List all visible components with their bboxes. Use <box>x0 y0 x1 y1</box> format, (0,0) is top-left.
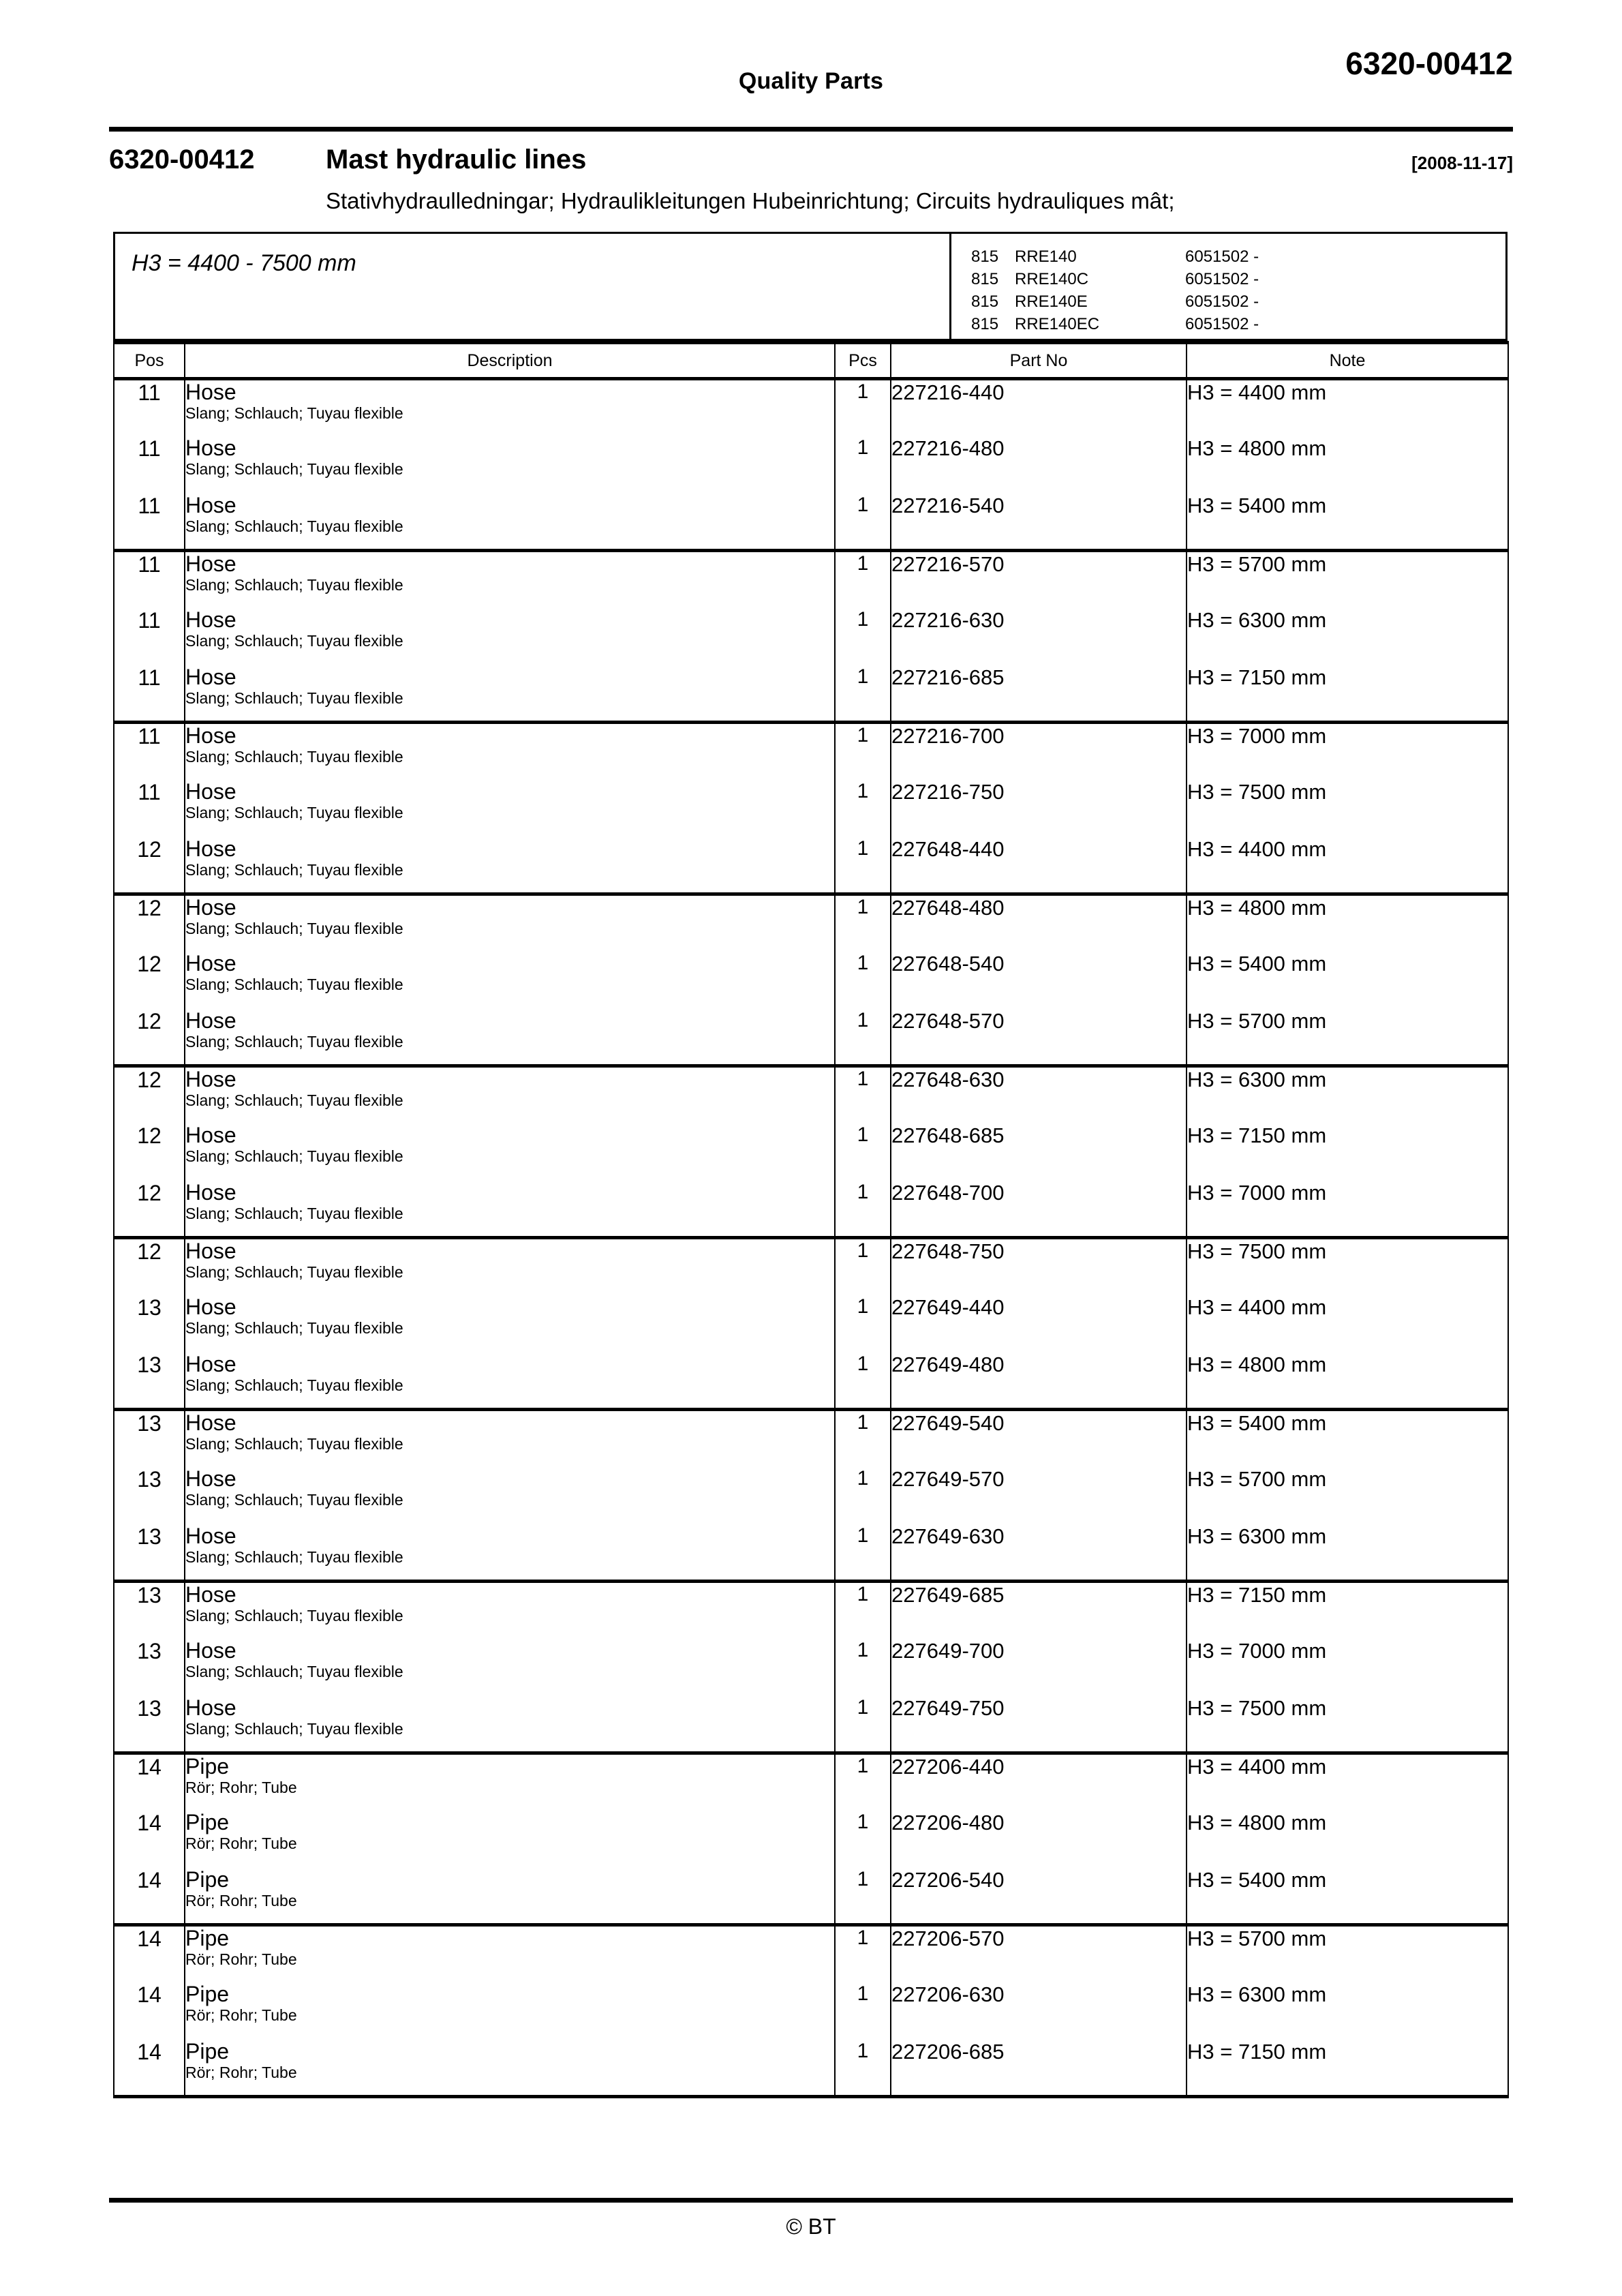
table-row[interactable] <box>114 1238 1508 1295</box>
cell-pos: 11 <box>114 780 185 837</box>
description-name: Hose <box>185 1410 236 1435</box>
cell-pcs: 1 <box>835 1066 891 1123</box>
description-name: Pipe <box>185 1926 230 1950</box>
description-translations: Slang; Schlauch; Tuyau flexible <box>185 920 403 937</box>
description-name: Hose <box>185 1695 236 1720</box>
cell-description <box>185 952 835 1009</box>
cell-pcs: 1 <box>835 1811 891 1868</box>
cell-note: H3 = 7000 mm <box>1187 1639 1508 1696</box>
cell-part-no[interactable]: 227216-480 <box>891 436 1187 494</box>
description-translations: Rör; Rohr; Tube <box>185 2006 297 2024</box>
cell-part-no[interactable]: 227216-630 <box>891 608 1187 665</box>
page-title: Mast hydraulic lines <box>326 145 587 175</box>
cell-description <box>185 1181 835 1238</box>
cell-description <box>185 1753 835 1811</box>
model-applicability-row <box>971 290 1259 313</box>
description-translations: Slang; Schlauch; Tuyau flexible <box>185 576 403 594</box>
table-row[interactable] <box>114 1353 1508 1410</box>
cell-pcs: 1 <box>835 2040 891 2097</box>
cell-part-no[interactable]: 227206-685 <box>891 2040 1187 2097</box>
description-name: Hose <box>185 836 236 861</box>
cell-pos: 11 <box>114 379 185 436</box>
cell-pcs: 1 <box>835 1181 891 1238</box>
model-name: RRE140EC <box>1015 315 1100 333</box>
table-row[interactable] <box>114 379 1508 436</box>
table-row[interactable] <box>114 894 1508 952</box>
parts-table-header <box>114 343 1508 379</box>
description-name: Hose <box>185 607 236 632</box>
model-serial-range: 6051502 - <box>1185 247 1259 266</box>
table-row[interactable] <box>114 1696 1508 1753</box>
cell-description <box>185 1524 835 1582</box>
cell-note: H3 = 4800 mm <box>1187 436 1508 494</box>
cell-part-no[interactable]: 227649-685 <box>891 1582 1187 1639</box>
model-applicability-list <box>971 245 1259 335</box>
cell-pcs: 1 <box>835 894 891 952</box>
description-name: Hose <box>185 1295 236 1319</box>
cell-note: H3 = 6300 mm <box>1187 608 1508 665</box>
table-header-row <box>114 343 1508 379</box>
cell-pos: 11 <box>114 723 185 780</box>
cell-part-no[interactable]: 227206-540 <box>891 1868 1187 1925</box>
cell-note: H3 = 7000 mm <box>1187 723 1508 780</box>
table-row[interactable] <box>114 1639 1508 1696</box>
description-translations: Slang; Schlauch; Tuyau flexible <box>185 1491 403 1509</box>
table-row[interactable] <box>114 436 1508 494</box>
description-translations: Rör; Rohr; Tube <box>185 2064 297 2081</box>
cell-note: H3 = 7000 mm <box>1187 1181 1508 1238</box>
table-row[interactable] <box>114 1925 1508 1982</box>
description-translations: Slang; Schlauch; Tuyau flexible <box>185 404 403 422</box>
cell-description <box>185 1639 835 1696</box>
cell-pcs: 1 <box>835 379 891 436</box>
cell-part-no[interactable]: 227216-570 <box>891 551 1187 608</box>
footer-divider-rule <box>109 2198 1513 2203</box>
cell-pcs: 1 <box>835 608 891 665</box>
cell-note: H3 = 7500 mm <box>1187 1696 1508 1753</box>
cell-pos: 12 <box>114 1181 185 1238</box>
cell-pcs: 1 <box>835 1410 891 1467</box>
cell-part-no[interactable]: 227216-540 <box>891 494 1187 551</box>
cell-pos: 13 <box>114 1696 185 1753</box>
cell-pcs: 1 <box>835 494 891 551</box>
description-name: Hose <box>185 723 236 748</box>
description-name: Pipe <box>185 2039 230 2064</box>
description-translations: Rör; Rohr; Tube <box>185 1779 297 1796</box>
description-name: Hose <box>185 665 236 689</box>
cell-note: H3 = 6300 mm <box>1187 1066 1508 1123</box>
cell-pos: 11 <box>114 494 185 551</box>
cell-note: H3 = 5700 mm <box>1187 1925 1508 1982</box>
cell-pos: 12 <box>114 1066 185 1123</box>
column-header-note: Note <box>1187 343 1508 379</box>
description-translations: Rör; Rohr; Tube <box>185 1892 297 1909</box>
description-translations: Rör; Rohr; Tube <box>185 1950 297 1968</box>
cell-note: H3 = 4800 mm <box>1187 1353 1508 1410</box>
cell-part-no[interactable]: 227649-440 <box>891 1295 1187 1353</box>
description-name: Hose <box>185 493 236 517</box>
description-translations: Slang; Schlauch; Tuyau flexible <box>185 1720 403 1738</box>
table-row[interactable] <box>114 1982 1508 2040</box>
description-name: Hose <box>185 1582 236 1607</box>
cell-note: H3 = 4400 mm <box>1187 1295 1508 1353</box>
cell-pos: 11 <box>114 665 185 723</box>
description-translations: Slang; Schlauch; Tuyau flexible <box>185 1607 403 1625</box>
cell-note: H3 = 5400 mm <box>1187 494 1508 551</box>
table-row[interactable] <box>114 723 1508 780</box>
cell-description <box>185 1696 835 1753</box>
description-translations: Rör; Rohr; Tube <box>185 1834 297 1852</box>
cell-pos: 12 <box>114 1009 185 1066</box>
description-name: Hose <box>185 1180 236 1205</box>
model-name: RRE140C <box>1015 270 1089 288</box>
cell-pos: 14 <box>114 1868 185 1925</box>
description-name: Hose <box>185 1352 236 1376</box>
model-code: 815 <box>971 315 999 333</box>
description-translations: Slang; Schlauch; Tuyau flexible <box>185 517 403 535</box>
cell-pcs: 1 <box>835 1982 891 2040</box>
cell-part-no[interactable]: 227216-685 <box>891 665 1187 723</box>
column-header-description: Description <box>185 343 835 379</box>
running-header <box>109 46 1513 109</box>
cell-pos: 13 <box>114 1524 185 1582</box>
table-row[interactable] <box>114 2040 1508 2097</box>
cell-note: H3 = 7150 mm <box>1187 1582 1508 1639</box>
cell-pos: 12 <box>114 1123 185 1181</box>
cell-description <box>185 551 835 608</box>
column-header-part-no: Part No <box>891 343 1187 379</box>
table-row[interactable] <box>114 494 1508 551</box>
cell-part-no[interactable]: 227649-540 <box>891 1410 1187 1467</box>
description-translations: Slang; Schlauch; Tuyau flexible <box>185 689 403 707</box>
cell-note: H3 = 5400 mm <box>1187 1868 1508 1925</box>
model-name: RRE140E <box>1015 292 1088 311</box>
model-name: RRE140 <box>1015 247 1077 266</box>
cell-pos: 11 <box>114 436 185 494</box>
cell-note: H3 = 6300 mm <box>1187 1524 1508 1582</box>
cell-pos: 14 <box>114 1925 185 1982</box>
description-name: Hose <box>185 552 236 576</box>
description-name: Hose <box>185 1638 236 1663</box>
cell-pos: 12 <box>114 1238 185 1295</box>
description-name: Hose <box>185 779 236 804</box>
description-name: Hose <box>185 436 236 460</box>
cell-description <box>185 1410 835 1467</box>
table-row[interactable] <box>114 1582 1508 1639</box>
table-row[interactable] <box>114 551 1508 608</box>
table-row[interactable] <box>114 1811 1508 1868</box>
cell-pcs: 1 <box>835 1123 891 1181</box>
cell-pos: 14 <box>114 1753 185 1811</box>
table-row[interactable] <box>114 780 1508 837</box>
description-translations: Slang; Schlauch; Tuyau flexible <box>185 1319 403 1337</box>
cell-pcs: 1 <box>835 1353 891 1410</box>
cell-note: H3 = 4400 mm <box>1187 379 1508 436</box>
cell-note: H3 = 7150 mm <box>1187 2040 1508 2097</box>
cell-description <box>185 608 835 665</box>
description-translations: Slang; Schlauch; Tuyau flexible <box>185 861 403 879</box>
page-subtitle-translations: Stativhydraulledningar; Hydraulikleitungen Hubeinrichtung; Circuits hydrauliques mât; <box>326 188 1175 213</box>
table-row[interactable] <box>114 837 1508 894</box>
model-serial-range: 6051502 - <box>1185 270 1259 288</box>
description-name: Hose <box>185 1008 236 1033</box>
cell-pcs: 1 <box>835 952 891 1009</box>
cell-note: H3 = 5700 mm <box>1187 551 1508 608</box>
running-header-doc-number: 6320-00412 <box>1345 46 1513 81</box>
description-name: Hose <box>185 951 236 976</box>
cell-part-no[interactable]: 227649-700 <box>891 1639 1187 1696</box>
cell-pcs: 1 <box>835 837 891 894</box>
cell-pcs: 1 <box>835 1009 891 1066</box>
cell-part-no[interactable]: 227648-440 <box>891 837 1187 894</box>
cell-part-no[interactable]: 227206-480 <box>891 1811 1187 1868</box>
cell-pos: 13 <box>114 1639 185 1696</box>
description-translations: Slang; Schlauch; Tuyau flexible <box>185 748 403 766</box>
cell-pcs: 1 <box>835 1238 891 1295</box>
cell-pcs: 1 <box>835 1639 891 1696</box>
cell-pos: 13 <box>114 1467 185 1524</box>
description-name: Pipe <box>185 1867 230 1892</box>
description-name: Hose <box>185 1466 236 1491</box>
cell-part-no[interactable]: 227648-685 <box>891 1123 1187 1181</box>
cell-note: H3 = 7500 mm <box>1187 780 1508 837</box>
table-row[interactable] <box>114 952 1508 1009</box>
cell-part-no[interactable]: 227649-750 <box>891 1696 1187 1753</box>
cell-description <box>185 1582 835 1639</box>
cell-description <box>185 1353 835 1410</box>
cell-description <box>185 837 835 894</box>
cell-note: H3 = 4800 mm <box>1187 894 1508 952</box>
cell-part-no[interactable]: 227216-440 <box>891 379 1187 436</box>
cell-pos: 11 <box>114 608 185 665</box>
description-name: Hose <box>185 380 236 404</box>
revision-date-badge: [2008-11-17] <box>1411 153 1513 173</box>
cell-pos: 13 <box>114 1295 185 1353</box>
cell-description <box>185 665 835 723</box>
cell-description <box>185 1123 835 1181</box>
cell-part-no[interactable]: 227648-540 <box>891 952 1187 1009</box>
description-translations: Slang; Schlauch; Tuyau flexible <box>185 1263 403 1281</box>
table-row[interactable] <box>114 1868 1508 1925</box>
cell-note: H3 = 6300 mm <box>1187 1982 1508 2040</box>
table-row[interactable] <box>114 1123 1508 1181</box>
cell-pcs: 1 <box>835 780 891 837</box>
cell-part-no[interactable]: 227648-480 <box>891 894 1187 952</box>
model-code: 815 <box>971 292 999 311</box>
cell-note: H3 = 5700 mm <box>1187 1467 1508 1524</box>
cell-note: H3 = 7150 mm <box>1187 665 1508 723</box>
applicability-info-box <box>113 232 1508 341</box>
description-translations: Slang; Schlauch; Tuyau flexible <box>185 1147 403 1165</box>
cell-description <box>185 723 835 780</box>
model-code: 815 <box>971 247 999 266</box>
description-translations: Slang; Schlauch; Tuyau flexible <box>185 1663 403 1680</box>
description-name: Hose <box>185 1524 236 1548</box>
cell-description <box>185 1982 835 2040</box>
cell-note: H3 = 5400 mm <box>1187 952 1508 1009</box>
column-header-pcs: Pcs <box>835 343 891 379</box>
cell-note: H3 = 7500 mm <box>1187 1238 1508 1295</box>
description-name: Hose <box>185 1067 236 1091</box>
cell-pos: 13 <box>114 1582 185 1639</box>
cell-description <box>185 494 835 551</box>
column-header-pos: Pos <box>114 343 185 379</box>
cell-note: H3 = 4400 mm <box>1187 837 1508 894</box>
table-row[interactable] <box>114 1410 1508 1467</box>
model-applicability-row <box>971 268 1259 290</box>
description-name: Pipe <box>185 1982 230 2006</box>
model-applicability-row <box>971 313 1259 335</box>
cell-description <box>185 1925 835 1982</box>
parts-table-body <box>114 379 1508 2097</box>
cell-pos: 12 <box>114 952 185 1009</box>
table-row[interactable] <box>114 1181 1508 1238</box>
cell-part-no[interactable]: 227648-630 <box>891 1066 1187 1123</box>
table-row[interactable] <box>114 1295 1508 1353</box>
footer-copyright: © BT <box>786 2214 836 2239</box>
description-translations: Slang; Schlauch; Tuyau flexible <box>185 1091 403 1109</box>
table-row[interactable] <box>114 1524 1508 1582</box>
cell-note: H3 = 4400 mm <box>1187 1753 1508 1811</box>
page-title-code: 6320-00412 <box>109 145 255 175</box>
cell-description <box>185 1868 835 1925</box>
document-title-row <box>109 145 1513 183</box>
table-row[interactable] <box>114 1753 1508 1811</box>
cell-note: H3 = 4800 mm <box>1187 1811 1508 1868</box>
cell-description <box>185 436 835 494</box>
cell-pcs: 1 <box>835 551 891 608</box>
model-applicability-row <box>971 245 1259 268</box>
description-name: Hose <box>185 1239 236 1263</box>
cell-part-no[interactable]: 227648-700 <box>891 1181 1187 1238</box>
cell-part-no[interactable]: 227648-570 <box>891 1009 1187 1066</box>
table-row[interactable] <box>114 1066 1508 1123</box>
cell-pcs: 1 <box>835 723 891 780</box>
cell-pcs: 1 <box>835 1753 891 1811</box>
cell-description <box>185 2040 835 2097</box>
running-header-title: Quality Parts <box>738 68 884 94</box>
cell-part-no[interactable]: 227649-480 <box>891 1353 1187 1410</box>
cell-part-no[interactable]: 227216-750 <box>891 780 1187 837</box>
cell-description <box>185 379 835 436</box>
cell-pcs: 1 <box>835 436 891 494</box>
cell-pcs: 1 <box>835 665 891 723</box>
cell-description <box>185 1238 835 1295</box>
description-name: Pipe <box>185 1754 230 1779</box>
cell-part-no[interactable]: 227206-440 <box>891 1753 1187 1811</box>
cell-pcs: 1 <box>835 1925 891 1982</box>
info-box-divider <box>949 234 951 339</box>
cell-pos: 14 <box>114 2040 185 2097</box>
cell-pos: 12 <box>114 837 185 894</box>
header-divider-rule <box>109 127 1513 132</box>
cell-pcs: 1 <box>835 1696 891 1753</box>
description-translations: Slang; Schlauch; Tuyau flexible <box>185 976 403 993</box>
description-translations: Slang; Schlauch; Tuyau flexible <box>185 1376 403 1394</box>
cell-part-no[interactable]: 227649-570 <box>891 1467 1187 1524</box>
description-name: Hose <box>185 1123 236 1147</box>
model-serial-range: 6051502 - <box>1185 292 1259 311</box>
table-row[interactable] <box>114 608 1508 665</box>
cell-description <box>185 894 835 952</box>
description-translations: Slang; Schlauch; Tuyau flexible <box>185 804 403 821</box>
cell-pos: 13 <box>114 1410 185 1467</box>
table-row[interactable] <box>114 1009 1508 1066</box>
cell-pos: 11 <box>114 551 185 608</box>
table-row[interactable] <box>114 665 1508 723</box>
cell-description <box>185 1811 835 1868</box>
description-translations: Slang; Schlauch; Tuyau flexible <box>185 1548 403 1566</box>
cell-note: H3 = 5400 mm <box>1187 1410 1508 1467</box>
description-translations: Slang; Schlauch; Tuyau flexible <box>185 1435 403 1453</box>
cell-description <box>185 1066 835 1123</box>
height-range-label: H3 = 4400 - 7500 mm <box>132 250 356 276</box>
cell-description <box>185 1467 835 1524</box>
table-row[interactable] <box>114 1467 1508 1524</box>
description-name: Hose <box>185 895 236 920</box>
cell-description <box>185 1295 835 1353</box>
cell-part-no[interactable]: 227206-570 <box>891 1925 1187 1982</box>
parts-table <box>113 341 1509 2098</box>
description-name: Pipe <box>185 1810 230 1834</box>
cell-pcs: 1 <box>835 1524 891 1582</box>
cell-part-no[interactable]: 227649-630 <box>891 1524 1187 1582</box>
cell-part-no[interactable]: 227206-630 <box>891 1982 1187 2040</box>
cell-pcs: 1 <box>835 1582 891 1639</box>
cell-pos: 14 <box>114 1982 185 2040</box>
description-translations: Slang; Schlauch; Tuyau flexible <box>185 632 403 650</box>
model-serial-range: 6051502 - <box>1185 315 1259 333</box>
cell-description <box>185 1009 835 1066</box>
description-translations: Slang; Schlauch; Tuyau flexible <box>185 460 403 478</box>
description-translations: Slang; Schlauch; Tuyau flexible <box>185 1205 403 1222</box>
cell-pos: 14 <box>114 1811 185 1868</box>
cell-pos: 12 <box>114 894 185 952</box>
cell-part-no[interactable]: 227216-700 <box>891 723 1187 780</box>
cell-pos: 13 <box>114 1353 185 1410</box>
cell-description <box>185 780 835 837</box>
cell-pcs: 1 <box>835 1295 891 1353</box>
cell-note: H3 = 7150 mm <box>1187 1123 1508 1181</box>
cell-note: H3 = 5700 mm <box>1187 1009 1508 1066</box>
description-translations: Slang; Schlauch; Tuyau flexible <box>185 1033 403 1051</box>
model-code: 815 <box>971 270 999 288</box>
cell-pcs: 1 <box>835 1868 891 1925</box>
cell-pcs: 1 <box>835 1467 891 1524</box>
cell-part-no[interactable]: 227648-750 <box>891 1238 1187 1295</box>
